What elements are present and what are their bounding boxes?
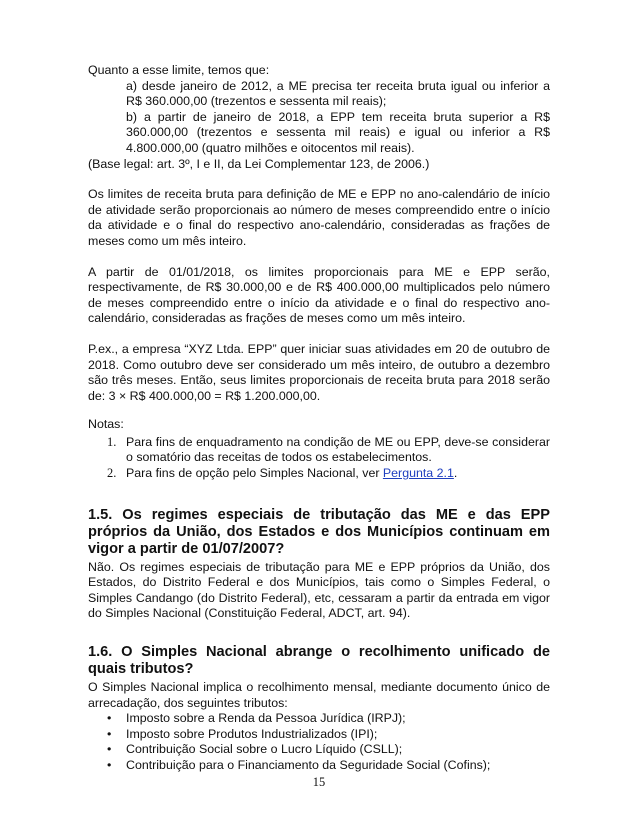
list-item	[107, 758, 550, 774]
section-1-5-heading: 1.5. Os regimes especiais de tributação das ME e das EPP próprios da União, dos Estados e dos Municípios continuam em vigor a partir de 01/07/2007?	[88, 506, 550, 557]
list-item-text: Imposto sobre a Renda da Pessoa Jurídica (IRPJ);	[126, 711, 406, 726]
note-text-end: .	[453, 466, 458, 481]
paragraph-example: P.ex., a empresa “XYZ Ltda. EPP” quer iniciar suas atividades em 20 de outubro de 2018. Como outubro deve ser considerado um mês inteiro, de outubro a dezembro são três meses. Então, seus limites proporcionais de receita bruta para 2018 serão de: 3 × R$ 400.000,00 = R$ 1.200.000,00.	[88, 341, 550, 403]
paragraph-proportional-limits: Os limites de receita bruta para definição de ME e EPP no ano-calendário de início de atividade serão proporcionais ao número de meses compreendido entre o início da atividade e o final do respectivo ano-calendário, consideradas as frações de meses como um mês inteiro.	[88, 187, 550, 248]
tax-list	[88, 711, 550, 773]
bullet-icon: •	[107, 726, 112, 741]
page-content	[88, 63, 550, 774]
list-item	[107, 742, 550, 758]
list-item-text: Contribuição para o Financiamento da Seguridade Social (Cofins);	[126, 758, 491, 772]
note-number: 2.	[107, 466, 117, 481]
note-text: Para fins de enquadramento na condição de ME ou EPP, deve-se considerar o somatório das receitas de todos os estabelecimentos.	[126, 434, 550, 465]
list-item-text: Contribuição Social sobre o Lucro Líquido (CSLL);	[126, 742, 403, 757]
limit-item-a: a) desde janeiro de 2012, a ME precisa ter receita bruta igual ou inferior a R$ 360.000,00 (trezentos e sessenta mil reais);	[126, 78, 550, 109]
section-1-6-heading: 1.6. O Simples Nacional abrange o recolhimento unificado de quais tributos?	[88, 644, 550, 678]
note-number: 1.	[107, 434, 117, 449]
list-item	[107, 711, 550, 727]
limit-item-b: b) a partir de janeiro de 2018, a EPP tem receita bruta superior a R$ 360.000,00 (trezentos e sessenta mil reais) e igual ou inferior a R$ 4.800.000,00 (quatro milhões e oitocentos mil reais).	[126, 109, 550, 155]
pergunta-2-1-link[interactable]: Pergunta 2.1	[382, 466, 454, 481]
list-item	[107, 726, 550, 743]
list-item-text: Imposto sobre Produtos Industrializados (IPI);	[126, 726, 378, 741]
bullet-icon: •	[107, 758, 112, 772]
note-text: Para fins de opção pelo Simples Nacional, ver	[126, 466, 383, 481]
page-number: 15	[312, 775, 326, 789]
section-1-6-body: O Simples Nacional implica o recolhimento mensal, mediante documento único de arrecadação, dos seguintes tributos:	[88, 680, 550, 710]
section-1-5-body: Não. Os regimes especiais de tributação para ME e EPP próprios da União, dos Estados, do Distrito Federal e dos Municípios, tais como o Simples Federal, o Simples Candango (do Distrito Federal), etc, cessaram a partir da entrada em vigor do Simples Nacional (Constituição Federal, ADCT, art. 94).	[88, 559, 550, 621]
note-item	[107, 434, 550, 466]
notes-title: Notas:	[88, 417, 124, 432]
note-item	[107, 466, 550, 482]
paragraph-2018-limits: A partir de 01/01/2018, os limites proporcionais para ME e EPP serão, respectivamente, de R$ 30.000,00 e de R$ 400.000,00 multiplicados pelo número de meses compreendido entre o início da atividade e o final do respectivo ano-calendário, consideradas as frações de meses como um mês inteiro.	[88, 264, 550, 326]
bullet-icon: •	[107, 742, 112, 757]
bullet-icon: •	[107, 711, 112, 726]
legal-base-note: (Base legal: art. 3º, I e II, da Lei Complementar 123, de 2006.)	[88, 156, 430, 171]
notes-list	[88, 435, 550, 482]
limits-intro: Quanto a esse limite, temos que:	[88, 63, 270, 77]
